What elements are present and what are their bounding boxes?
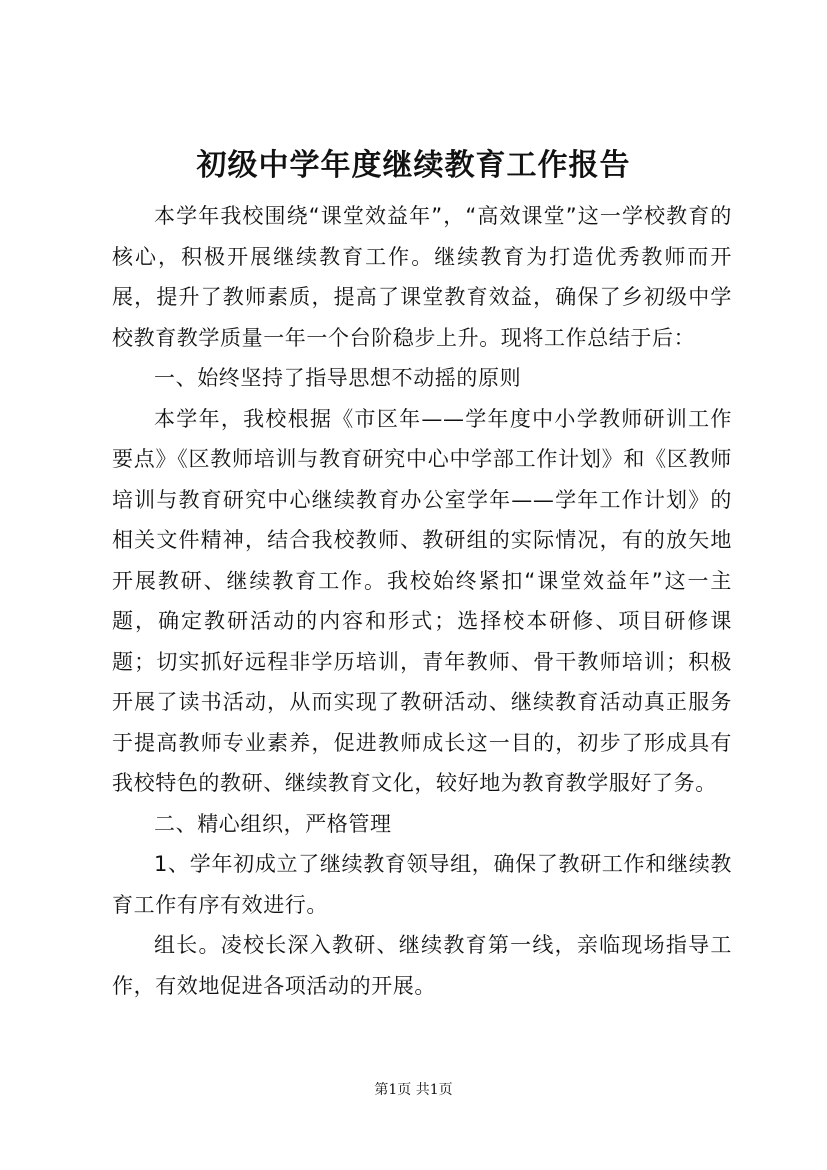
paragraph-leader: 组长。凌校长深入教研、继续教育第一线，亲临现场指导工作，有效地促进各项活动的开展。 [112,933,732,998]
paragraph-intro: 本学年我校围绕“课堂效益年”，“高效课堂”这一学校教育的核心，积极开展继续教育工作。继续教育为打造优秀教师而开展，提升了教师素质，提高了课堂教育效益，确保了乡初级中学校教育教学质量一年一个台阶稳步上升。现将工作总结于后： [112,204,732,350]
document-body [112,196,732,1006]
document-title: 初级中学年度继续教育工作报告 [196,148,631,183]
paragraph-item-1: 1、学年初成立了继续教育领导组，确保了教研工作和继续教育工作有序有效进行。 [112,852,732,917]
page-number-label: 第1页 共1页 [374,1082,453,1098]
page-footer [0,1080,827,1100]
section-heading-1: 一、始终坚持了指导思想不动摇的原则 [154,366,522,390]
paragraph-section-1: 本学年，我校根据《市区年——学年度中小学教师研训工作要点》《区教师培训与教育研究中心中学部工作计划》和《区教师培训与教育研究中心继续教育办公室学年——学年工作计划》的相关文件精神，结合我校教师、教研组的实际情况，有的放矢地开展教研、继续教育工作。我校始终紧扣“课堂效益年”这一主题，确定教研活动的内容和形式；选择校本研修、项目研修课题；切实抓好远程非学历培训，青年教师、骨干教师培训；积极开展了读书活动，从而实现了教研活动、继续教育活动真正服务于提高教师专业素养，促进教师成长这一目的，初步了形成具有我校特色的教研、继续教育文化，较好地为教育教学服好了务。 [112,406,732,795]
section-heading-2: 二、精心组织，严格管理 [154,811,392,836]
